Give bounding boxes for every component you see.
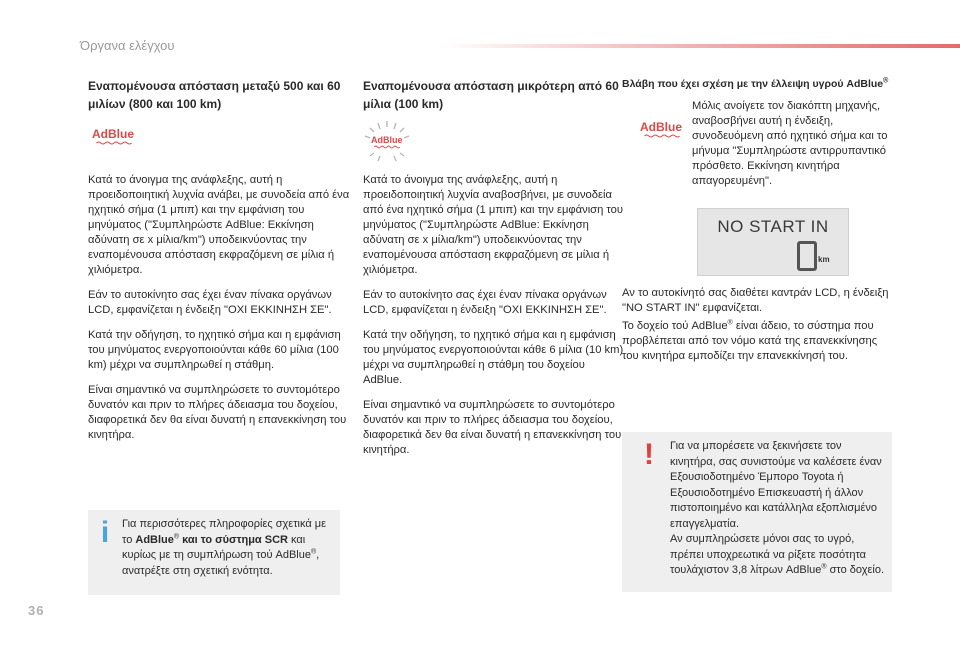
registered-mark: ® — [727, 319, 733, 327]
warning-text-part: στο δοχείο. — [826, 564, 885, 576]
adblue-icon-label: AdBlue — [92, 127, 134, 141]
lcd-note: Αν το αυτοκίνητό σας διαθέτει καντράν LCD, η ένδειξη "NO START IN" εμφανίζεται. — [622, 287, 889, 314]
registered-mark: ® — [883, 77, 889, 85]
heading-500-60: Εναπομένουσα απόσταση μεταξύ 500 και 60 μιλίων (800 και 100 km) — [88, 79, 341, 111]
col1-paragraph: Κατά το άνοιγμα της ανάφλεξης, αυτή η προειδοποιητική λυχνία ανάβει, με συνοδεία από ένα ηχητικό σήμα (1 μπιπ) και την εμφάνιση του μηνύματος ("Συμπληρώστε AdBlue: Εκκίνηση αδύνατη σε x μίλια/km") υποδεικνύοντας την εναπομένουσα απόσταση εκφραζόμενη σε μίλια ή χιλιόμετρα. — [88, 174, 350, 276]
heading-adblue-fault-text: Βλάβη που έχει σχέση με την έλλειψη υγρού AdBlue — [622, 78, 884, 90]
col2-paragraph: Κατά το άνοιγμα της ανάφλεξης, αυτή η προειδοποιητική λυχνία αναβοσβήνει, με συνοδεία από ένα ηχητικό σήμα (1 μπιπ) και την εμφάνιση του μηνύματος ("Συμπληρώστε AdBlue: Εκκίνηση αδύνατη σε x μίλια/km") υποδεικνύοντας την εναπομένουσα απόσταση εκφραζόμενη σε μίλια ή χιλιόμετρα. — [363, 174, 624, 276]
info-text-part: και κυρίως με τη συμπλήρωση τού AdBlue — [122, 533, 311, 561]
page-number: 36 — [28, 603, 45, 618]
adblue-warning-icon — [92, 127, 136, 145]
adblue-icon-label: AdBlue — [371, 135, 403, 145]
col2-paragraph: Είναι σημαντικό να συμπληρώσετε το συντομότερο δυνατόν και πριν το πλήρες άδειασμα του δοχείου, διαφορετικά δεν θα είναι δυνατή η επανεκκίνηση του κινητήρα. — [363, 399, 622, 456]
info-text-bold: AdBlue — [135, 533, 174, 546]
heading-below-60: Εναπομένουσα απόσταση μικρότερη από 60 μίλια (100 km) — [363, 79, 619, 111]
column-adblue-fault — [622, 77, 890, 91]
info-text-part: Για περισσότερες πληροφορίες σχετικά με το — [122, 518, 327, 546]
adblue-flashing-icon-row — [363, 123, 625, 169]
adblue-fault-icon — [640, 120, 684, 138]
adblue-icon-label: AdBlue — [640, 120, 682, 134]
warning-paragraph — [670, 532, 888, 579]
column-range-below-60 — [363, 77, 625, 468]
adblue-wave-icon — [640, 134, 684, 138]
info-box-text — [122, 517, 336, 579]
col1-paragraph: Κατά την οδήγηση, το ηχητικό σήμα και η εμφάνιση του μηνύματος ενεργοποιούνται κάθε 60 μίλια (100 km) μέχρι να συμπληρωθεί η στάθμη. — [88, 329, 341, 371]
registered-mark: ® — [821, 563, 827, 571]
section-title: Όργανα ελέγχου — [80, 38, 175, 53]
adblue-wave-icon — [92, 141, 136, 145]
tank-note-part: Το δοχείο τού AdBlue — [622, 320, 728, 332]
tank-empty-note — [622, 319, 890, 364]
registered-mark: ® — [173, 532, 180, 540]
warning-icon: ! — [644, 438, 654, 471]
lcd-display — [697, 208, 849, 276]
lcd-message: NO START IN — [717, 217, 829, 236]
lcd-unit: km — [818, 255, 830, 264]
warning-box-text — [670, 439, 888, 579]
adblue-wave-icon — [371, 145, 403, 149]
col2-paragraph: Εάν το αυτοκίνητο σας έχει έναν πίνακα οργάνων LCD, εμφανίζεται η ένδειξη "ΟΧΙ ΕΚΚΙΝΗΣΗ ΣΕ". — [363, 289, 607, 316]
tank-note-part: είναι άδειο, το σύστημα που προβλέπεται από τον νόμο κατά της επανεκκίνησης του κινητήρα εμποδίζει την επανεκκίνησή του. — [622, 320, 878, 362]
info-icon: i — [100, 516, 110, 549]
warning-text-part: Αν συμπληρώσετε μόνοι σας το υγρό, πρέπει υποχρεωτικά να ρίξετε ποσότητα τουλάχιστον 3,8 λίτρων AdBlue — [670, 533, 867, 576]
column-range-500-60 — [88, 77, 350, 453]
adblue-icon-row — [88, 123, 350, 169]
adblue-fault-description: Μόλις ανοίγετε τον διακόπτη μηχανής, αναβοσβήνει αυτή η ένδειξη, συνοδευόμενη από ηχητικό σήμα και το μήνυμα "Συμπληρώστε αντιρρυπαντικό πρόσθετο. Εκκίνηση κινητήρα απαγορευμένη". — [692, 100, 888, 187]
info-text-bold: και το σύστημα SCR — [179, 533, 288, 546]
col2-paragraph: Κατά την οδήγηση, το ηχητικό σήμα και η εμφάνιση του μηνύματος ενεργοποιούνται κάθε 6 μίλια (10 km) μέχρι να συμπληρωθεί η στάθμη του δοχείου AdBlue. — [363, 329, 624, 386]
warning-paragraph: Για να μπορέσετε να ξεκινήσετε τον κινητήρα, σας συνιστούμε να καλέσετε έναν Εξουσιοδοτημένο Έμπορο Toyota ή Εξουσιοδοτημένο Επισκευαστή ή άλλον πιστοποιημένο και κατάλληλα εξοπλισμένο επαγγελματία. — [670, 440, 882, 530]
adblue-flashing-icon — [371, 135, 403, 149]
col1-paragraph: Εάν το αυτοκίνητο σας έχει έναν πίνακα οργάνων LCD, εμφανίζεται η ένδειξη "ΟΧΙ ΕΚΚΙΝΗΣΗ ΣΕ". — [88, 289, 332, 316]
heading-adblue-fault — [622, 77, 890, 91]
info-text-part: , ανατρέξτε στη σχετική ενότητα. — [122, 549, 320, 577]
lcd-digit-zero — [797, 241, 817, 271]
header-rule — [440, 44, 960, 48]
registered-mark: ® — [311, 548, 317, 556]
col1-paragraph: Είναι σημαντικό να συμπληρώσετε το συντομότερο δυνατόν και πριν το πλήρες άδειασμα του δοχείου, διαφορετικά δεν θα είναι δυνατή η επανεκκίνηση του κινητήρα. — [88, 384, 347, 441]
